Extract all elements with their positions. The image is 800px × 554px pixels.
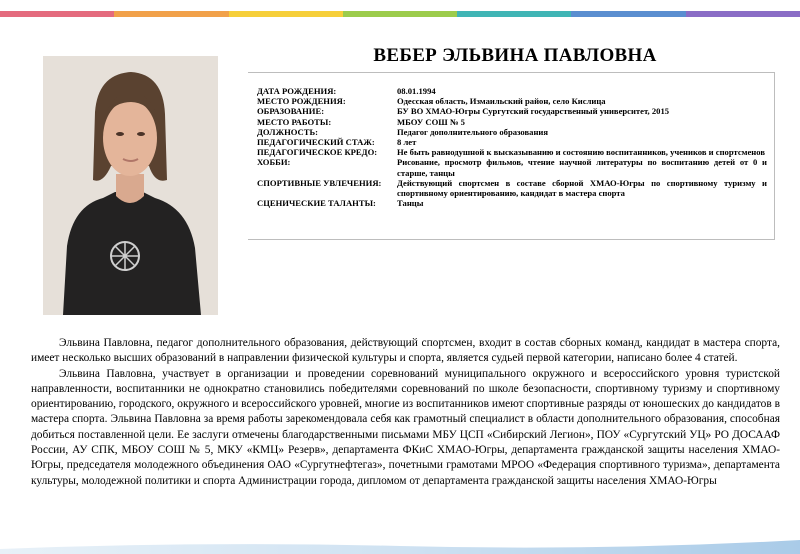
biography-paragraph: Эльвина Павловна, участвует в организации и проведении соревнований муниципального окружного и всероссийского уровня туристской направленности, воспитанники не однократно становились победителями соревнований по школе безопасности, спортивному туризму и спортивному ориентированию, городского, окружного и всероссийского уровней, многие из воспитанников имеют спортивные разряды от юношеских до кандидатов в мастера спорта. Эльвина Павловна за время работы зарекомендовала себя как грамотный специалист в области дополнительного образования, способная добиться поставленной цели. Ее заслуги отмечены благодарственными письмами МБУ ЦСП «Сибирский Легион», ПОУ «Сургутский УЦ» РО ДОСААФ России, АУ СПК, МБОУ СОШ № 5, МКУ «КМЦ» Резерв», департамента ФКиС ХМАО-Югры, департамента гражданской защиты населения ХМАО-Югры, председателя молодежного объединения ОАО «Сургутнефтегаз», почетными грамотами МРОО «Федерация спортивного туризма», департамента культуры, молодежной политики и спорта Администрации города, дипломом от департамента гражданской защиты населения ХМАО-Югры [31, 367, 780, 487]
info-label: ПЕДАГОГИЧЕСКИЙ СТАЖ: [257, 137, 375, 148]
info-row-hobby [257, 157, 767, 177]
info-value: Действующий спортсмен в составе сборной ХМАО-Югры по спортивному туризму и спортивному ориентированию, кандидат в мастера спорта [397, 177, 767, 199]
info-value: Рисование, просмотр фильмов, чтение научной литературы по воспитанию детей от 0 и старше, танцы [397, 157, 767, 178]
info-label: ДАТА РОЖДЕНИЯ: [257, 86, 337, 96]
info-row-sports [257, 178, 767, 198]
stripe-segment [229, 11, 343, 17]
info-label: СПОРТИВНЫЕ УВЛЕЧЕНИЯ: [257, 177, 382, 188]
stripe-segment [571, 11, 685, 17]
info-label: ОБРАЗОВАНИЕ: [257, 106, 325, 117]
stripe-segment [114, 11, 228, 17]
info-row-stage-talents [257, 198, 767, 208]
top-color-stripe [0, 11, 800, 17]
portrait-photo [43, 56, 218, 315]
info-value: 8 лет [397, 137, 417, 148]
info-value: Не быть равнодушной к высказыванию и состоянию воспитанников, учеников и спортсменов [397, 147, 765, 158]
info-value: МБОУ СОШ № 5 [397, 116, 465, 127]
info-value: 08.01.1994 [397, 86, 436, 96]
info-label: ХОББИ: [257, 157, 291, 168]
stripe-segment [457, 11, 571, 17]
info-label: ПЕДАГОГИЧЕСКОЕ КРЕДО: [257, 147, 378, 158]
info-row-education [257, 106, 767, 116]
stripe-segment [686, 11, 800, 17]
person-name-title: ВЕБЕР ЭЛЬВИНА ПАВЛОВНА [373, 45, 657, 66]
info-row-workplace [257, 117, 767, 127]
info-label: ДОЛЖНОСТЬ: [257, 126, 319, 137]
biography-paragraph: Эльвина Павловна, педагог дополнительного образования, действующий спортсмен, входит в состав сборных команд, кандидат в мастера спорта, имеет несколько высших образований в направлении физической культуры и спорта, является судьей первой категории, написано более 4 статей. [31, 337, 780, 365]
portrait-illustration [43, 56, 218, 315]
info-value: Танцы [397, 198, 424, 209]
info-value: Педагог дополнительного образования [397, 126, 548, 137]
stripe-segment [343, 11, 457, 17]
personal-info-box [248, 72, 775, 240]
info-label: МЕСТО РОЖДЕНИЯ: [257, 96, 346, 107]
info-row-birth-place [257, 96, 767, 106]
info-row-position [257, 127, 767, 137]
info-value: Одесская область, Измаильский район, село Кислица [397, 96, 606, 107]
biography-text [31, 336, 780, 489]
info-row-birth-date [257, 86, 767, 96]
info-label: МЕСТО РАБОТЫ: [257, 116, 332, 127]
info-row-experience [257, 137, 767, 147]
bottom-decorative-wave [0, 538, 800, 554]
info-label: СЦЕНИЧЕСКИЕ ТАЛАНТЫ: [257, 198, 376, 209]
info-value: БУ ВО ХМАО-Югры Сургутский государственный университет, 2015 [397, 106, 670, 117]
stripe-segment [0, 11, 114, 17]
info-row-credo [257, 147, 767, 157]
